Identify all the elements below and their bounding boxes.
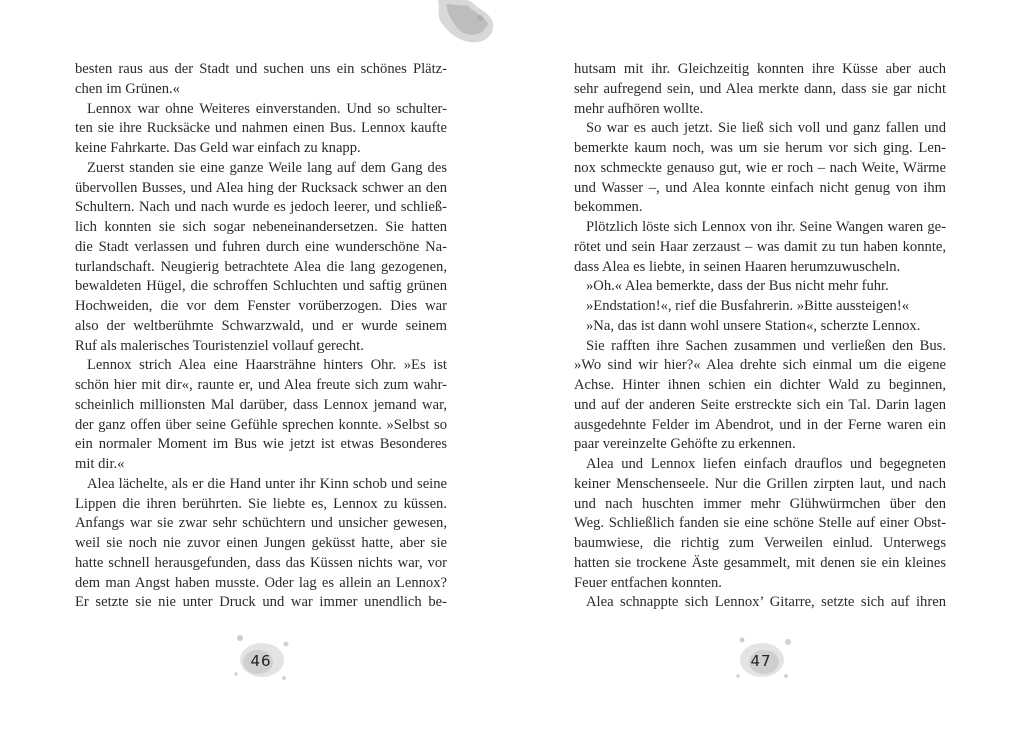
text-line: keiner Menschenseele. Nur die Grillen zirpten laut, und nach xyxy=(574,475,946,492)
text-line: mit dir.« xyxy=(75,456,125,472)
text-line: mehr aufhören wollte. xyxy=(574,100,704,117)
text-line: ein normaler Moment im Bus wie jetzt ist etwas Besonderes xyxy=(75,436,447,453)
text-line: die Stadt verlassen und fuhren durch eine wunderschöne Na- xyxy=(75,238,447,255)
text-line: dem man Angst haben musste. Oder lag es allein an Lennox? xyxy=(75,574,447,591)
text-line: »Oh.« Alea bemerkte, dass der Bus nicht mehr fuhr. xyxy=(586,278,889,295)
text-line: dass Alea es liebte, in seinen Haaren herumzuwuscheln. xyxy=(574,258,901,275)
text-line: hutsam mit ihr. Gleichzeitig konnten ihre Küsse aber auch xyxy=(574,61,946,77)
page-number-right: 47 xyxy=(750,652,772,670)
text-line: ausgedehnte Felder im Abendrot, und in der Ferne waren ein xyxy=(574,416,946,433)
text-line: Alea und Lennox liefen einfach drauflos und begegneten xyxy=(586,456,946,472)
text-line: übervollen Busses, und Alea hing der Rucksack schwer an den xyxy=(75,179,447,196)
text-line: und Wasser –, und Alea konnte einfach nicht genug von ihm xyxy=(574,179,946,196)
text-line: chen im Grünen.« xyxy=(75,80,180,97)
text-line: turlandschaft. Neugierig betrachtete Alea die lang gezogenen, xyxy=(75,258,447,275)
text-line: also der weltberühmte Schwarzwald, und er wurde seinem xyxy=(75,317,447,334)
text-line: Lennox war ohne Weiteres einverstanden. Und so schulter- xyxy=(87,100,447,117)
text-line: scheinlich millionsten Mal darüber, dass Lennox jemand war, xyxy=(75,396,447,413)
text-line: Alea lächelte, als er die Hand unter ihr Kinn schob und seine xyxy=(87,475,447,492)
text-line: Lippen die ihren berührten. Sie liebte es, Lennox zu küssen. xyxy=(75,495,447,512)
text-line: nox schmeckte genauso gut, wie er roch – nach Weite, Wärme xyxy=(574,159,946,176)
text-line: Hochweiden, die vor dem Fenster vorüberzogen. Dies war xyxy=(75,298,447,314)
text-line: Anfangs war sie zwar sehr schüchtern und unsicher gewesen, xyxy=(75,515,447,532)
text-line: Weg. Schließlich fanden sie eine schöne Stelle auf einer Obst- xyxy=(574,515,946,532)
text-line: schön hier mit dir«, raunte er, und Alea freute sich zum wahr- xyxy=(75,377,447,393)
text-line: weil sie noch nie zuvor einen Jungen geküsst hatte, aber sie xyxy=(75,535,447,551)
ink-blot-top-decoration xyxy=(430,0,500,50)
text-line: besten raus aus der Stadt und suchen uns ein schönes Plätz- xyxy=(75,61,447,77)
text-line: »Wo sind wir hier?« Alea drehte sich einmal um die eigene xyxy=(574,357,946,374)
text-line: Plötzlich löste sich Lennox von ihr. Seine Wangen waren ge- xyxy=(586,219,946,235)
text-line: Achse. Hinter ihnen schien ein dichter Wald zu beginnen, xyxy=(574,377,946,393)
text-line: bekommen. xyxy=(574,199,643,216)
text-line: paar vereinzelte Gehöfte zu erkennen. xyxy=(574,436,796,453)
right-page-text xyxy=(574,60,946,613)
text-line: keine Fahrkarte. Das Geld war einfach zu knapp. xyxy=(75,140,361,156)
text-line: sehr aufregend sein, und Alea merkte dann, dass sie gar nicht xyxy=(574,80,946,97)
text-line: bemerkte kaum noch, was um sie herum vor sich ging. Len- xyxy=(574,140,946,156)
text-line: und auf der anderen Seite erstreckte sich ein Tal. Darin lagen xyxy=(574,396,946,413)
text-line: Lennox strich Alea eine Haarsträhne hinters Ohr. »Es ist xyxy=(87,357,447,374)
text-line: Schultern. Nach und nach wurde es jedoch leerer, und schließ- xyxy=(75,199,447,216)
text-line: »Endstation!«, rief die Busfahrerin. »Bitte aussteigen!« xyxy=(586,298,910,314)
text-line: Alea schnappte sich Lennox’ Gitarre, setzte sich auf ihren xyxy=(586,594,946,611)
left-page-text xyxy=(75,60,447,613)
text-line: lich konnten sie sich sogar nebeneinandersetzen. Sie hatten xyxy=(75,219,447,235)
text-line: rötet und sein Haar zerzaust – was damit zu tun haben konnte, xyxy=(574,238,946,255)
text-line: ten sie ihre Rucksäcke und nahmen einen Bus. Lennox kaufte xyxy=(75,120,447,137)
text-line: So war es auch jetzt. Sie ließ sich voll und ganz fallen und xyxy=(586,120,946,137)
text-line: Zuerst standen sie eine ganze Weile lang auf dem Gang des xyxy=(87,159,447,176)
text-line: »Na, das ist dann wohl unsere Station«, scherzte Lennox. xyxy=(586,317,921,334)
text-line: Sie rafften ihre Sachen zusammen und verließen den Bus. xyxy=(586,337,946,354)
text-line: und nach huschten immer mehr Glühwürmchen über den xyxy=(574,495,946,512)
text-line: hatte schnell herausgefunden, dass das Küssen nichts war, vor xyxy=(75,554,447,571)
text-line: der ganz offen über seine Gefühle sprechen konnte. »Selbst so xyxy=(75,416,447,433)
text-line: Feuer entfachen konnten. xyxy=(574,574,722,591)
page-number-left: 46 xyxy=(250,652,272,670)
text-line: hatten sie trockene Äste gesammelt, mit denen sie ein kleines xyxy=(574,554,946,571)
text-line: baumwiese, die richtig zum Verweilen einlud. Unterwegs xyxy=(574,535,946,551)
text-line: Ruf als malerisches Touristenziel vollauf gerecht. xyxy=(75,337,364,354)
text-line: bewaldeten Hügel, die schroffen Schluchten und saftig grünen xyxy=(75,278,447,295)
text-line: Er setzte sie nie unter Druck und war immer unendlich be- xyxy=(75,594,447,611)
